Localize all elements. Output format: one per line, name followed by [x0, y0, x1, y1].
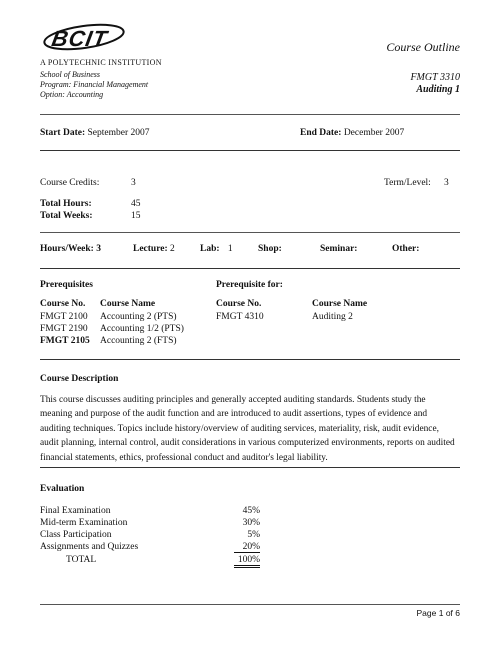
eval-value: 45% — [242, 506, 260, 516]
lecture-value: 2 — [170, 244, 175, 254]
prerequisite-for-heading: Prerequisite for: — [216, 280, 283, 290]
col-course-no: Course No. — [40, 299, 86, 309]
col-course-name-for: Course Name — [312, 299, 368, 309]
shop-label: Shop: — [258, 244, 282, 254]
lecture — [133, 244, 175, 254]
for-course-no: FMGT 4310 — [216, 312, 264, 322]
course-name: Accounting 1/2 (PTS) — [100, 324, 184, 334]
start-date-label: Start Date: — [40, 128, 86, 138]
divider — [40, 467, 460, 468]
course-title: Auditing 1 — [416, 84, 460, 95]
course-credits-value: 3 — [131, 178, 136, 188]
seminar-label: Seminar: — [320, 244, 358, 254]
col-course-no-for: Course No. — [216, 299, 262, 309]
page-number: Page 1 of 6 — [416, 608, 460, 618]
term-level-value: 3 — [444, 178, 449, 188]
table-row — [40, 312, 88, 322]
table-row — [40, 324, 88, 334]
total-value: 100% — [234, 555, 260, 568]
course-description-text: This course discusses auditing principles and generally accepted auditing standards. Students study the meaning and purpose of the audit function and are introduced to audit assertions, types of evidence and auditing techniques. Topics include history/overview of auditing services, materiality, risk, audit evidence, audit planning, internal control, audit considerations in various computerized environments, reports on audited financial statements, ethics, professional conduct and auditor's legal liability. — [40, 395, 455, 463]
course-name: Accounting 2 (FTS) — [100, 336, 177, 346]
institution-tagline: A POLYTECHNIC INSTITUTION — [40, 58, 162, 67]
end-date-value: December 2007 — [343, 128, 405, 138]
lab-value: 1 — [227, 244, 233, 254]
end-date-label: End Date: — [300, 128, 342, 138]
divider — [40, 268, 460, 269]
start-date — [40, 128, 150, 138]
course-no: FMGT 2100 — [40, 312, 88, 322]
eval-value: 20% — [234, 542, 260, 553]
option-name: Option: Accounting — [40, 90, 104, 99]
eval-value: 5% — [247, 530, 260, 540]
start-date-value: September 2007 — [87, 128, 150, 138]
program-name: Program: Financial Management — [40, 80, 149, 89]
col-course-name: Course Name — [100, 299, 156, 309]
divider — [40, 359, 460, 360]
course-credits-label: Course Credits: — [40, 178, 100, 188]
total-label: TOTAL — [66, 555, 97, 565]
course-name: Accounting 2 (PTS) — [100, 312, 177, 322]
school-name: School of Business — [40, 70, 100, 79]
evaluation-heading: Evaluation — [40, 484, 85, 494]
lab-label: Lab: — [200, 244, 220, 254]
total-hours-label: Total Hours: — [40, 199, 92, 209]
lecture-label: Lecture: — [133, 244, 168, 254]
term-level-label: Term/Level: — [384, 178, 431, 188]
total-weeks-value: 15 — [131, 211, 141, 221]
lab — [200, 244, 233, 254]
course-no: FMGT 2190 — [40, 324, 88, 334]
end-date — [300, 128, 404, 138]
for-course-name: Auditing 2 — [312, 312, 353, 322]
table-row — [40, 336, 90, 346]
bcit-logo — [40, 22, 125, 52]
course-code: FMGT 3310 — [410, 72, 460, 83]
prerequisites-heading: Prerequisites — [40, 280, 93, 290]
logo-text: BCIT — [49, 26, 110, 51]
total-hours-value: 45 — [131, 199, 141, 209]
eval-label: Mid-term Examination — [40, 518, 128, 528]
eval-label: Assignments and Quizzes — [40, 542, 139, 552]
eval-label: Final Examination — [40, 506, 111, 516]
doc-title: Course Outline — [386, 40, 460, 54]
course-no: FMGT 2105 — [40, 336, 90, 346]
divider — [40, 114, 460, 115]
course-description-heading: Course Description — [40, 374, 119, 384]
total-weeks-label: Total Weeks: — [40, 211, 93, 221]
divider — [40, 232, 460, 233]
eval-label: Class Participation — [40, 530, 112, 540]
footer-divider — [40, 604, 460, 605]
other-label: Other: — [392, 244, 420, 254]
eval-value: 30% — [242, 518, 260, 528]
divider — [40, 150, 460, 151]
hours-week: Hours/Week: 3 — [40, 244, 101, 254]
